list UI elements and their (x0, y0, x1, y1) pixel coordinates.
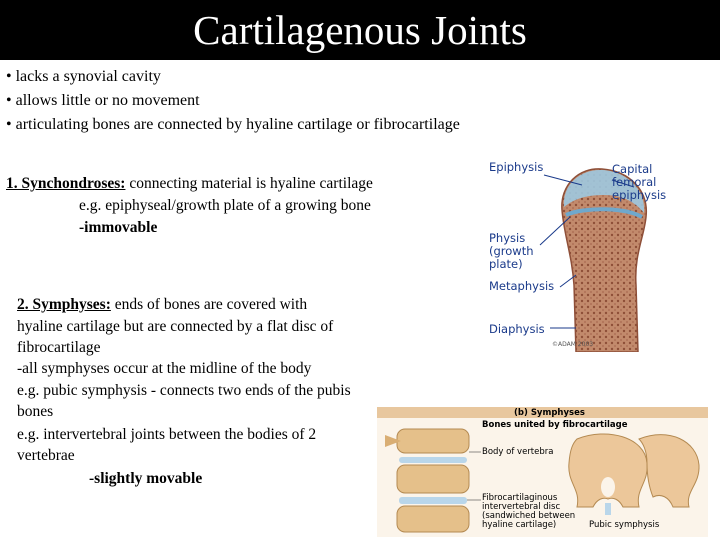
symphyses-figure-subheader: Bones united by fibrocartilage (482, 420, 628, 430)
label-metaphysis: Metaphysis (489, 279, 555, 293)
synchondroses-heading: 1. Synchondroses: (6, 175, 126, 192)
label-disc-2: intervertebral disc (482, 502, 561, 512)
label-epiphysis: Epiphysis (489, 160, 544, 174)
symphyses-line4: -all symphyses occur at the midline of the body (17, 360, 312, 377)
label-capital: Capital (612, 162, 653, 176)
label-growth: (growth (489, 244, 534, 258)
symphyses-desc: ends of bones are covered with (110, 296, 308, 313)
symphyses-line (17, 294, 307, 315)
synchondroses-mobility: -immovable (79, 219, 158, 236)
label-disc-4: hyaline cartilage) (482, 520, 557, 530)
femur-epiphysis-figure (484, 155, 716, 352)
label-body-of-vertebra: Body of vertebra (482, 447, 554, 457)
label-femoral: femoral (612, 175, 657, 189)
symphyses-line5: e.g. pubic symphysis - connects two ends of the pubis (17, 382, 351, 399)
symphyses-line7: e.g. intervertebral joints between the bodies of 2 (17, 426, 317, 443)
label-physis: Physis (489, 231, 526, 245)
slide-title: Cartilagenous Joints (193, 7, 527, 53)
label-diaphysis: Diaphysis (489, 322, 545, 336)
label-disc-3: (sandwiched between (482, 511, 576, 521)
label-epiphysis-2: epiphysis (612, 188, 667, 202)
symphyses-line2: hyaline cartilage but are connected by a flat disc of (17, 318, 334, 335)
synchondroses-desc: connecting material is hyaline cartilage (125, 175, 373, 192)
symphyses-figure (377, 407, 708, 537)
synchondroses-line (6, 173, 373, 194)
synchondroses-example: e.g. epiphyseal/growth plate of a growing bone (79, 197, 371, 214)
label-plate: plate) (489, 257, 523, 271)
symphyses-heading: 2. Symphyses: (17, 296, 111, 313)
label-pubic-symphysis: Pubic symphysis (589, 520, 660, 530)
symphyses-line8: vertebrae (17, 447, 75, 464)
bullet-synovial: • lacks a synovial cavity (6, 68, 161, 85)
symphyses-mobility: -slightly movable (89, 470, 203, 487)
symphyses-figure-header: (b) Symphyses (514, 408, 585, 418)
bullet-connection: • articulating bones are connected by hyaline cartilage or fibrocartilage (6, 116, 460, 133)
symphyses-line3: fibrocartilage (17, 339, 101, 356)
label-disc-1: Fibrocartilaginous (482, 493, 558, 503)
symphyses-line6: bones (17, 403, 54, 420)
figure-credit: ©ADAM 2003 (552, 341, 594, 348)
bullet-movement: • allows little or no movement (6, 92, 200, 109)
